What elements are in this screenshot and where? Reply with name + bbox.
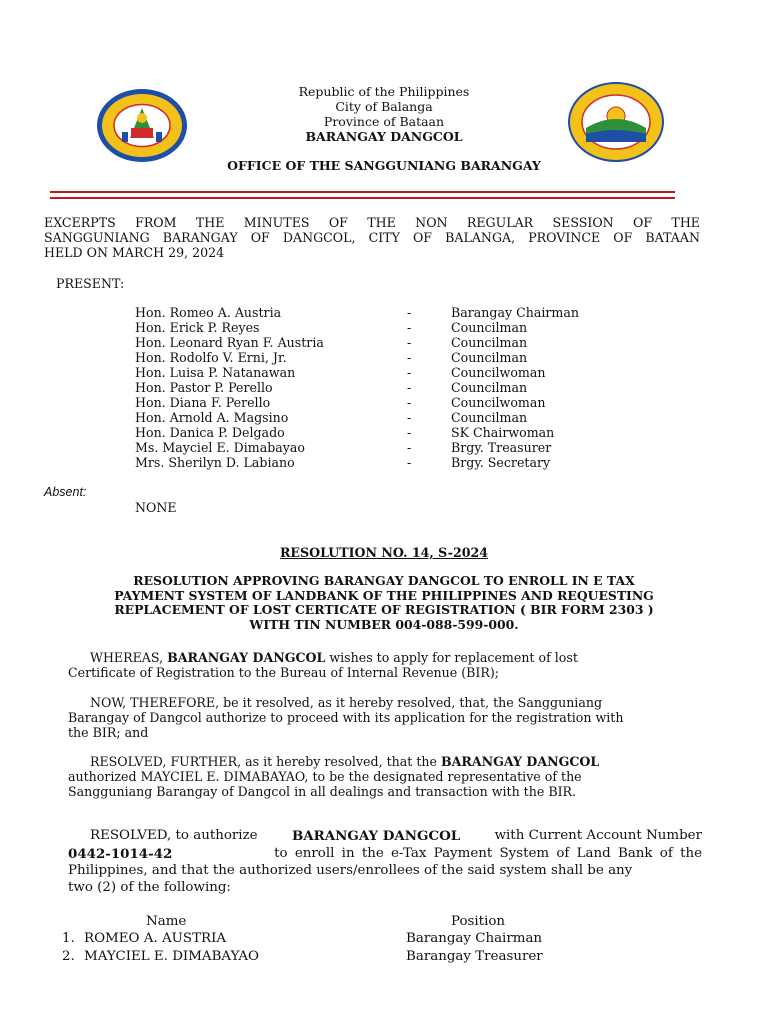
present-label: PRESENT:	[56, 276, 125, 291]
member-name: Hon. Rodolfo V. Erni, Jr.	[135, 350, 287, 365]
member-role: Councilwoman	[451, 365, 546, 380]
resolved-authorize-line-3: Philippines, and that the authorized users/enrollees of the said system shall be any	[68, 863, 633, 878]
member-name: Hon. Pastor P. Perello	[135, 380, 273, 395]
column-header-name: Name	[146, 914, 187, 929]
present-row	[0, 380, 768, 395]
user-position: Barangay Chairman	[406, 931, 543, 946]
member-name: Hon. Leonard Ryan F. Austria	[135, 335, 324, 350]
resolution-title-1: RESOLUTION APPROVING BARANGAY DANGCOL TO ENROLL IN E TAX	[133, 573, 635, 588]
header-city: City of Balanga	[335, 99, 433, 114]
separator-dash: -	[407, 380, 412, 395]
member-name: Hon. Danica P. Delgado	[135, 425, 285, 440]
account-number: 0442-1014-42	[68, 846, 173, 862]
present-row	[0, 455, 768, 470]
member-name: Hon. Erick P. Reyes	[135, 320, 260, 335]
present-row	[0, 440, 768, 455]
separator-dash: -	[407, 335, 412, 350]
member-name: Hon. Diana F. Perello	[135, 395, 271, 410]
resolved-authorize-line-4: two (2) of the following:	[68, 880, 231, 895]
separator-dash: -	[407, 320, 412, 335]
excerpt-line-1: EXCERPTS FROM THE MINUTES OF THE NON REGULAR SESSION OF THE	[44, 215, 700, 230]
whereas-barangay: BARANGAY DANGCOL	[167, 650, 326, 665]
separator-dash: -	[407, 305, 412, 320]
row-number: 1.	[62, 931, 75, 946]
resolution-title-2: PAYMENT SYSTEM OF LANDBANK OF THE PHILIPPINES AND REQUESTING	[114, 587, 654, 603]
resolved-further-line-2: authorized MAYCIEL E. DIMABAYAO, to be the designated representative of the	[68, 769, 582, 784]
user-position: Barangay Treasurer	[406, 949, 543, 964]
present-row	[0, 365, 768, 380]
member-role: Brgy. Treasurer	[451, 440, 552, 455]
now-therefore-line-2: Barangay of Dangcol authorize to proceed with its application for the registration with	[68, 710, 624, 725]
resolved-further-barangay: BARANGAY DANGCOL	[440, 754, 600, 769]
separator-dash: -	[407, 455, 412, 470]
present-row	[0, 350, 768, 365]
separator-dash: -	[407, 365, 412, 380]
present-row	[0, 425, 768, 440]
separator-dash: -	[407, 425, 412, 440]
present-row	[0, 410, 768, 425]
resolved-further-lead: RESOLVED, FURTHER, as it hereby resolved, that the	[90, 754, 437, 769]
column-header-position: Position	[451, 914, 506, 929]
member-name: Mrs. Sherilyn D. Labiano	[135, 455, 295, 470]
resolved-authorize-line-1	[90, 828, 702, 844]
present-row	[0, 305, 768, 320]
separator-dash: -	[407, 410, 412, 425]
member-role: Councilwoman	[451, 395, 546, 410]
resolution-number-text: RESOLUTION NO. 14, S-2024	[279, 545, 489, 560]
member-role: Councilman	[451, 335, 528, 350]
header-barangay: BARANGAY DANGCOL	[305, 129, 463, 144]
absent-label: Absent:	[44, 485, 87, 499]
member-name: Hon. Arnold A. Magsino	[135, 410, 289, 425]
now-therefore-line-3: the BIR; and	[68, 725, 149, 740]
resolved-further-line-3: Sangguniang Barangay of Dangcol in all dealings and transaction with the BIR.	[68, 784, 577, 799]
whereas-line-2: Certificate of Registration to the Bureau of Internal Revenue (BIR);	[68, 665, 499, 680]
whereas-rest: wishes to apply for replacement of lost	[329, 650, 578, 665]
header-rule-top	[50, 191, 675, 193]
resolved-further-line-1	[90, 754, 599, 769]
member-role: Councilman	[451, 410, 528, 425]
present-row	[0, 320, 768, 335]
whereas-lead: WHEREAS,	[90, 650, 164, 665]
member-role: Brgy. Secretary	[451, 455, 551, 470]
user-name: MAYCIEL E. DIMABAYAO	[84, 949, 260, 964]
member-role: Councilman	[451, 320, 528, 335]
member-role: Councilman	[451, 380, 528, 395]
row-number: 2.	[62, 949, 75, 964]
separator-dash: -	[407, 440, 412, 455]
header-province: Province of Bataan	[323, 114, 445, 129]
resolution-title-4: WITH TIN NUMBER 004-088-599-000.	[249, 616, 519, 632]
resolved-authorize-barangay: BARANGAY DANGCOL	[291, 828, 461, 844]
member-role: Barangay Chairman	[451, 305, 579, 320]
separator-dash: -	[407, 395, 412, 410]
excerpt-line-3: HELD ON MARCH 29, 2024	[44, 245, 225, 260]
office-title: OFFICE OF THE SANGGUNIANG BARANGAY	[227, 158, 541, 173]
resolved-authorize-lead: RESOLVED, to authorize	[90, 828, 258, 843]
header-country: Republic of the Philippines	[298, 84, 470, 99]
header-rule-bottom	[50, 197, 675, 199]
absent-value: NONE	[135, 500, 177, 515]
member-role: Councilman	[451, 350, 528, 365]
present-row	[0, 335, 768, 350]
now-therefore-line-1: NOW, THEREFORE, be it resolved, as it hereby resolved, that, the Sangguniang	[90, 695, 603, 710]
member-name: Hon. Romeo A. Austria	[135, 305, 282, 320]
member-name: Ms. Mayciel E. Dimabayao	[135, 440, 305, 455]
resolved-authorize-rest-2: to enroll in the e-Tax Payment System of Land Bank of the	[274, 846, 702, 861]
member-role: SK Chairwoman	[451, 425, 555, 440]
member-name: Hon. Luisa P. Natanawan	[135, 365, 296, 380]
table-row	[62, 931, 75, 947]
excerpt-line-2: SANGGUNIANG BARANGAY OF DANGCOL, CITY OF BALANGA, PROVINCE OF BATAAN	[44, 230, 700, 245]
user-name: ROMEO A. AUSTRIA	[84, 931, 227, 946]
table-row	[62, 949, 75, 965]
resolved-authorize-line-2	[68, 846, 702, 862]
present-row	[0, 395, 768, 410]
resolved-authorize-rest: with Current Account Number	[494, 828, 702, 843]
resolution-number	[0, 545, 768, 560]
separator-dash: -	[407, 350, 412, 365]
whereas-line-1	[90, 650, 578, 665]
resolution-title-3: REPLACEMENT OF LOST CERTICATE OF REGISTRATION ( BIR FORM 2303 )	[114, 602, 654, 617]
